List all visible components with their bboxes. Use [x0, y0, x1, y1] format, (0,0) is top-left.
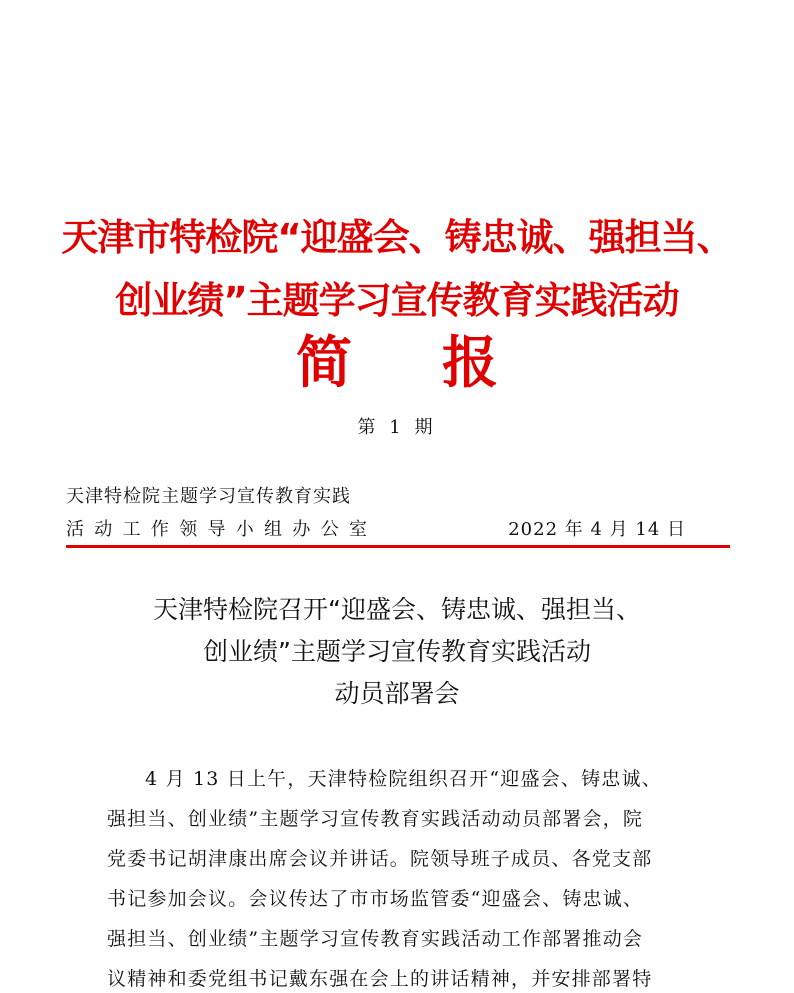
- brief-char-2: 报: [442, 331, 498, 396]
- brief-char-1: 简: [296, 331, 352, 396]
- article-body-line: 议精神和委党组书记戴东强在会上的讲话精神，并安排部署特: [107, 968, 653, 990]
- issue-number: 第 1 期: [357, 417, 437, 438]
- article-body-line: 书记参加会议。会议传达了市市场监管委“迎盛会、铸忠诚、: [107, 888, 644, 910]
- issue-date: 2022 年 4 月 14 日: [508, 519, 686, 540]
- masthead-title-line1: 天津市特检院“迎盛会、铸忠诚、强担当、: [61, 216, 733, 259]
- article-body-line: 党委书记胡津康出席会议并讲话。院领导班子成员、各党支部: [107, 848, 653, 870]
- issuer-line2: 活动工作领导小组办公室: [66, 519, 378, 540]
- issuer-line1: 天津特检院主题学习宣传教育实践: [66, 486, 351, 507]
- article-title-line2: 创业绩”主题学习宣传教育实践活动: [203, 637, 591, 666]
- masthead-title-line2: 创业绩”主题学习宣传教育实践活动: [115, 279, 679, 322]
- brief-heading: [0, 332, 794, 396]
- article-body-line: 强担当、创业绩”主题学习宣传教育实践活动工作部署推动会: [107, 928, 644, 950]
- article-body-line: 强担当、创业绩”主题学习宣传教育实践活动动员部署会，院: [107, 808, 644, 830]
- article-body-line: 4 月 13 日上午，天津特检院组织召开“迎盛会、铸忠诚、: [145, 768, 662, 790]
- article-title-line3: 动员部署会: [334, 679, 460, 708]
- article-title-line1: 天津特检院召开“迎盛会、铸忠诚、强担当、: [153, 595, 641, 624]
- red-divider-rule: [66, 545, 730, 548]
